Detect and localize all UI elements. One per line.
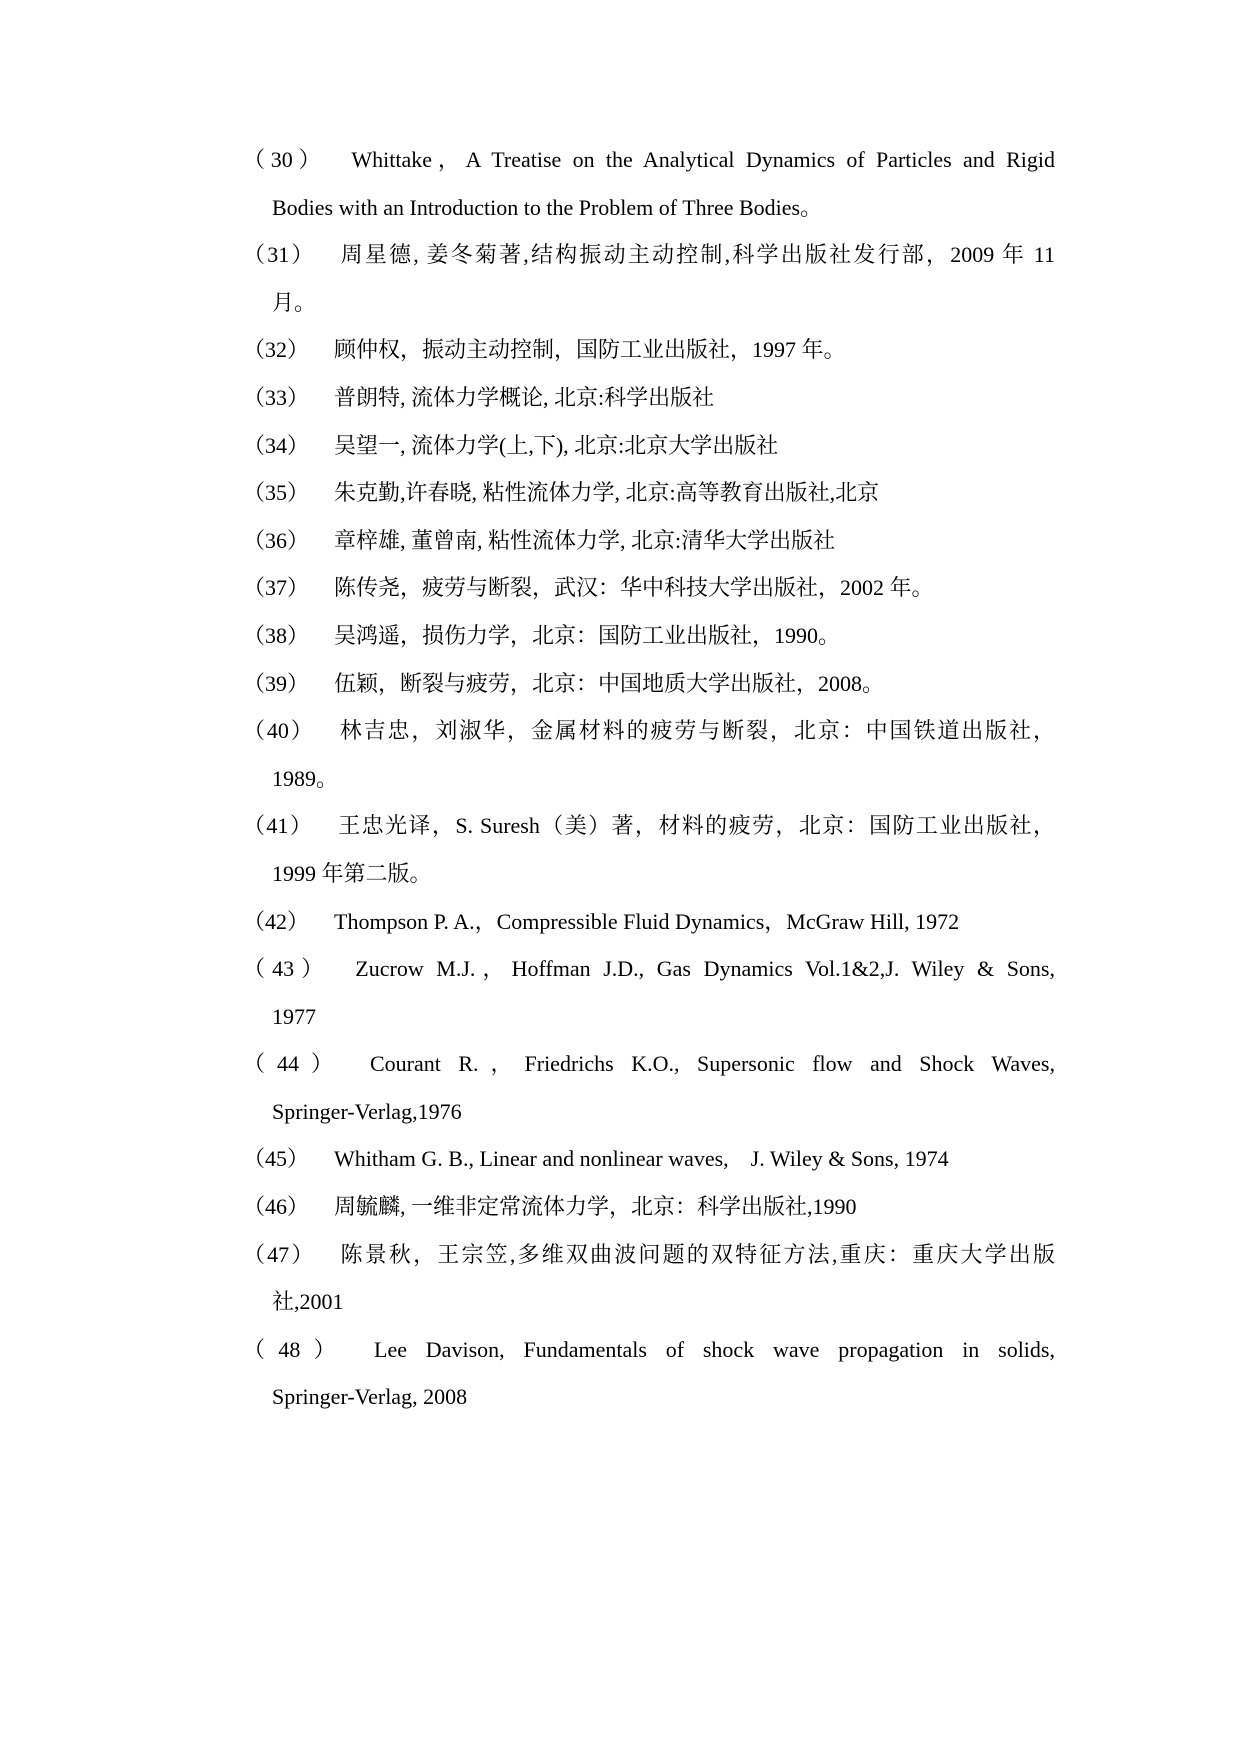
reference-number: （47） — [243, 1241, 316, 1267]
reference-entry — [243, 564, 1055, 612]
reference-line-continuation: Springer-Verlag, 2008 — [272, 1384, 468, 1410]
reference-list — [243, 136, 1055, 1421]
reference-number: （42） — [243, 908, 310, 934]
reference-first-line — [243, 517, 1055, 565]
reference-text: 普朗特, 流体力学概论, 北京:科学出版社 — [334, 384, 715, 410]
reference-text: Courant R.，Friedrichs K.O., Supersonic flow and Shock Waves, — [369, 1051, 1055, 1077]
reference-entry — [243, 1135, 1055, 1183]
reference-entry — [243, 136, 1055, 231]
reference-number: （36） — [243, 527, 310, 553]
reference-number: （43） — [243, 956, 331, 982]
reference-number: （44） — [243, 1051, 345, 1077]
reference-number: （38） — [243, 622, 310, 648]
reference-entry — [243, 374, 1055, 422]
reference-first-line — [243, 422, 1055, 470]
reference-line-continuation: 1999 年第二版。 — [272, 860, 432, 886]
reference-entry — [243, 1231, 1055, 1326]
reference-first-line — [243, 1326, 1055, 1374]
reference-first-line — [243, 231, 1055, 279]
reference-text: 陈传尧，疲劳与断裂，武汉：华中科技大学出版社，2002 年。 — [334, 575, 934, 601]
reference-line-continuation: Bodies with an Introduction to the Problem of Three Bodies。 — [272, 194, 823, 220]
reference-entry — [243, 660, 1055, 708]
reference-entry — [243, 802, 1055, 897]
reference-number: （37） — [243, 575, 310, 601]
reference-first-line — [243, 1135, 1055, 1183]
reference-entry — [243, 945, 1055, 1040]
reference-text: 林吉忠，刘淑华，金属材料的疲劳与断裂，北京：中国铁道出版社， — [339, 718, 1055, 744]
reference-entry — [243, 612, 1055, 660]
reference-first-line — [243, 469, 1055, 517]
reference-number: （40） — [243, 718, 315, 744]
reference-entry — [243, 898, 1055, 946]
reference-text: Whitham G. B., Linear and nonlinear waves, J. Wiley & Sons, 1974 — [334, 1146, 949, 1172]
reference-first-line — [243, 1040, 1055, 1088]
reference-text: 顾仲权，振动主动控制，国防工业出版社，1997 年。 — [334, 337, 846, 363]
reference-number: （34） — [243, 432, 310, 458]
reference-entry — [243, 1183, 1055, 1231]
reference-text: 陈景秋，王宗笠,多维双曲波问题的双特征方法,重庆：重庆大学出版 — [340, 1241, 1055, 1267]
reference-number: （30） — [243, 147, 327, 172]
reference-number: （41） — [243, 813, 314, 839]
reference-first-line — [243, 612, 1055, 660]
reference-line-continuation: 1989。 — [272, 765, 339, 791]
reference-text: Thompson P. A.，Compressible Fluid Dynamics，McGraw Hill, 1972 — [334, 908, 960, 934]
reference-text: Zucrow M.J.，Hoffman J.D., Gas Dynamics Vol.1&2,J. Wiley & Sons, — [355, 956, 1055, 982]
reference-first-line — [243, 660, 1055, 708]
reference-entry — [243, 1040, 1055, 1135]
reference-number: （48） — [243, 1336, 349, 1362]
reference-line-continuation: Springer-Verlag,1976 — [272, 1098, 462, 1124]
reference-entry — [243, 469, 1055, 517]
reference-first-line — [243, 326, 1055, 374]
reference-line-continuation: 1977 — [272, 1003, 316, 1029]
reference-number: （46） — [243, 1194, 310, 1220]
reference-line-continuation: 社,2001 — [272, 1289, 344, 1315]
reference-number: （39） — [243, 670, 310, 696]
reference-line-continuation: 月。 — [272, 289, 317, 315]
reference-entry — [243, 326, 1055, 374]
reference-text: 周星德, 姜冬菊著,结构振动主动控制,科学出版社发行部，2009 年 11 — [340, 242, 1055, 268]
reference-text: 伍颖，断裂与疲劳，北京：中国地质大学出版社，2008。 — [334, 670, 885, 696]
reference-entry — [243, 517, 1055, 565]
reference-first-line — [243, 945, 1055, 993]
reference-first-line — [243, 564, 1055, 612]
reference-first-line — [243, 898, 1055, 946]
reference-first-line — [243, 707, 1055, 755]
reference-first-line — [243, 1183, 1055, 1231]
reference-first-line — [243, 136, 1055, 184]
reference-text: 周毓麟, 一维非定常流体力学，北京：科学出版社,1990 — [334, 1194, 857, 1220]
reference-text: Whittake，A Treatise on the Analytical Dynamics of Particles and Rigid — [351, 147, 1055, 172]
reference-text: Lee Davison, Fundamentals of shock wave propagation in solids, — [374, 1336, 1055, 1362]
reference-first-line — [243, 1231, 1055, 1279]
reference-text: 朱克勤,许春晓, 粘性流体力学, 北京:高等教育出版社,北京 — [334, 480, 880, 506]
reference-text: 吴鸿遥，损伤力学，北京：国防工业出版社，1990。 — [334, 622, 841, 648]
reference-entry — [243, 707, 1055, 802]
reference-number: （32） — [243, 337, 310, 363]
reference-text: 王忠光译，S. Suresh（美）著，材料的疲劳，北京：国防工业出版社， — [338, 813, 1055, 839]
reference-entry — [243, 1326, 1055, 1421]
reference-number: （35） — [243, 480, 310, 506]
reference-number: （31） — [243, 242, 316, 268]
reference-number: （45） — [243, 1146, 310, 1172]
reference-number: （33） — [243, 384, 310, 410]
reference-text: 吴望一, 流体力学(上,下), 北京:北京大学出版社 — [334, 432, 779, 458]
reference-first-line — [243, 802, 1055, 850]
reference-text: 章梓雄, 董曾南, 粘性流体力学, 北京:清华大学出版社 — [334, 527, 836, 553]
reference-entry — [243, 422, 1055, 470]
reference-first-line — [243, 374, 1055, 422]
reference-entry — [243, 231, 1055, 326]
